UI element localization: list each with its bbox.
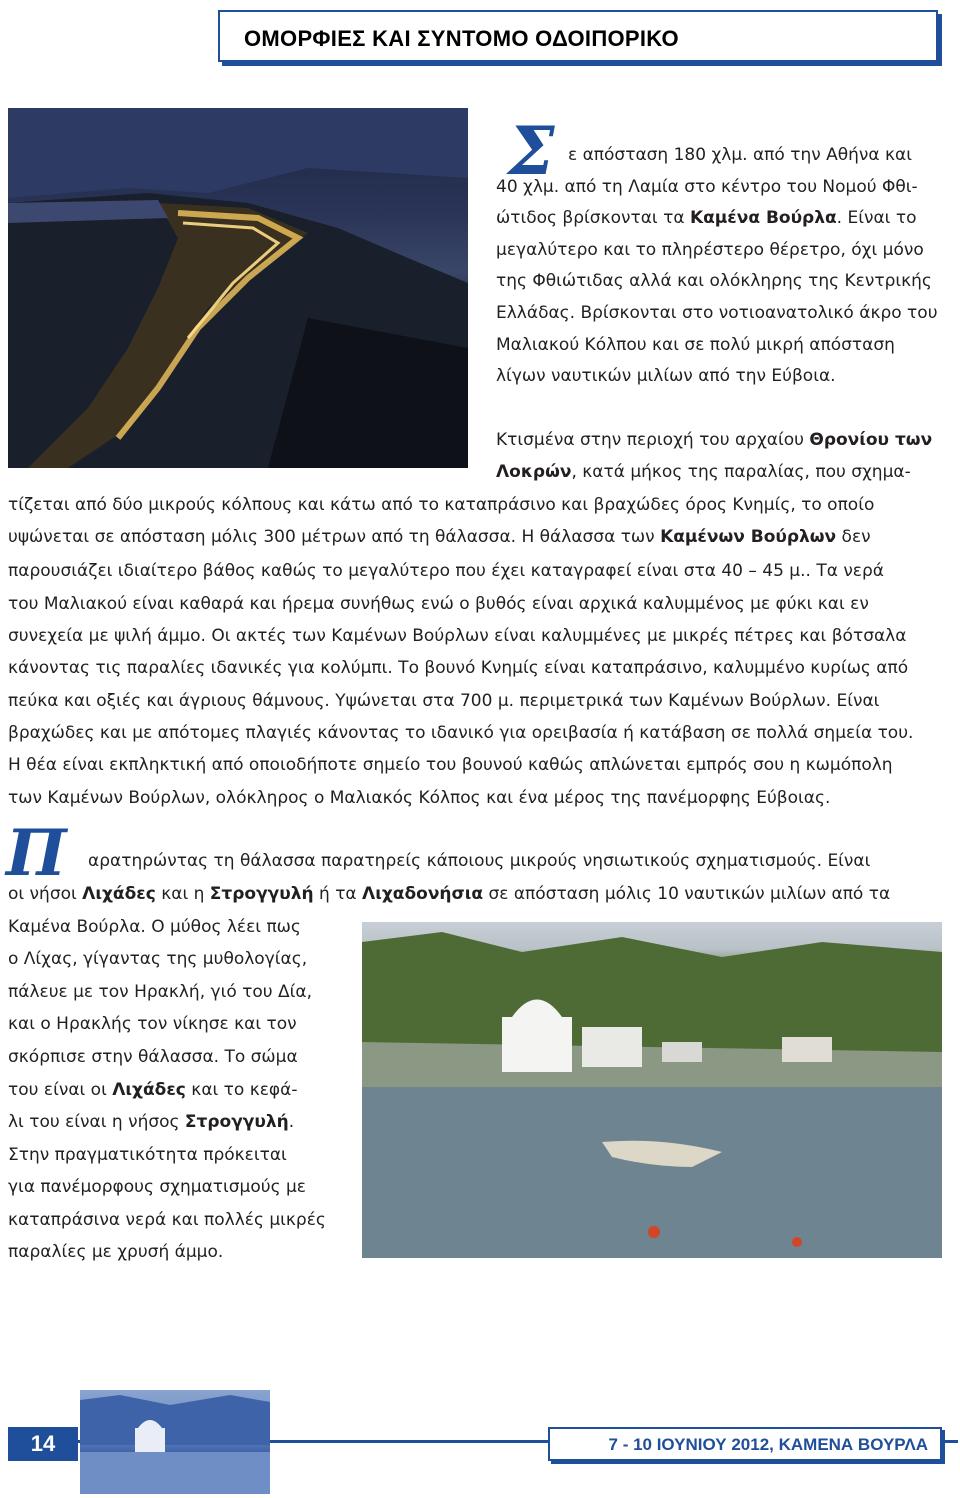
para2-line-11: Η θέα είναι εκπληκτική από οποιοδήποτε σημείο του βουνού καθώς απλώνεται εμπρός σου η κωμόπολη xyxy=(8,755,893,775)
para2-line-1 xyxy=(496,425,932,457)
para2-line-4 xyxy=(8,522,871,554)
para3-text-b3: και η xyxy=(155,884,210,904)
dropcap-sigma: Σ xyxy=(508,112,555,190)
para3-text-h3: και το κεφά- xyxy=(185,1080,298,1100)
event-label: 7 - 10 ΙΟΥΝΙΟΥ 2012, ΚΑΜΕΝΑ ΒΟΥΡΛΑ xyxy=(608,1435,928,1454)
intro-line-2: 40 χλμ. από τη Λαμία στο κέντρο του Νομού Φθι- xyxy=(496,177,918,197)
para2-line-10: βραχώδες και με απότομες πλαγιές κάνοντας το ιδανικό για ορειβασία ή κατάβαση σε πολλά σημεία του. xyxy=(8,723,914,743)
para3-line-8 xyxy=(8,1075,297,1107)
church-lake-photo xyxy=(362,922,942,1258)
event-box xyxy=(548,1427,942,1461)
para3-bold-lichadonisia: Λιχαδονήσια xyxy=(362,884,484,904)
intro-line-3 xyxy=(496,203,916,235)
page-number: 14 xyxy=(8,1427,78,1461)
para3-line-6: και ο Ηρακλής τον νίκησε και τον xyxy=(8,1014,297,1034)
para3-line-2 xyxy=(8,879,890,911)
intro-line-4: μεγαλύτερο και το πληρέστερο θέρετρο, όχι μόνο xyxy=(496,240,924,260)
dropcap-pi: Π xyxy=(6,816,67,891)
para3-bold-lichades: Λιχάδες xyxy=(82,884,156,904)
night-town-photo xyxy=(8,108,468,468)
para3-bold-lichades-2: Λιχάδες xyxy=(112,1080,186,1100)
para3-line-1: αρατηρώντας τη θάλασσα παρατηρείς κάποιους μικρούς νησιωτικούς σχηματισμούς. Είναι xyxy=(88,851,871,871)
para3-line-13: παραλίες με χρυσή άμμο. xyxy=(8,1242,224,1262)
para2-line-7: συνεχεία με ψιλή άμμο. Οι ακτές των Καμένων Βούρλων είναι καλυμμένες με μικρές πέτρες και βότσαλα xyxy=(8,626,907,646)
para3-text-b7: σε απόσταση μόλις 10 ναυτικών μιλίων από τα xyxy=(483,884,891,904)
para3-text-i3: . xyxy=(288,1112,295,1132)
para3-line-4: ο Λίχας, γίγαντας της μυθολογίας, xyxy=(8,949,308,969)
para2-line-2 xyxy=(496,457,911,489)
para2-bold-thronion: Θρονίου των xyxy=(809,430,933,450)
intro-line-6: Ελλάδας. Βρίσκονται στο νοτιοανατολικό άκρο του xyxy=(496,303,938,323)
para3-text-h1: του είναι οι xyxy=(8,1080,113,1100)
intro-line-7: Μαλιακού Κόλπου και σε πολύ μικρή απόσταση xyxy=(496,335,895,355)
para3-text-b1: οι νήσοι xyxy=(8,884,83,904)
para3-line-9 xyxy=(8,1107,294,1139)
para3-bold-strongyli: Στρογγυλή xyxy=(209,884,314,904)
para2-text-h: δεν xyxy=(836,527,871,547)
para3-line-11: για πανέμορφους σχηματισμούς με xyxy=(8,1177,306,1197)
para3-line-5: πάλευε με τον Ηρακλή, γιό του Δία, xyxy=(8,982,312,1002)
para2-line-9: πεύκα και οξιές και άγριους θάμνους. Υψώνεται στα 700 μ. περιμετρικά των Καμένων Βούρλων. Είναι xyxy=(8,691,880,711)
para3-bold-strongyli-2: Στρογγυλή xyxy=(184,1112,289,1132)
intro-kamena-vourla: Καμένα Βούρλα xyxy=(689,208,837,228)
para3-text-b5: ή τα xyxy=(313,884,363,904)
para2-text-f: υψώνεται σε απόσταση μόλις 300 μέτρων από τη θάλασσα. Η θάλασσα των xyxy=(8,527,661,547)
para2-bold-kamenon: Καμένων Βούρλων xyxy=(660,527,837,547)
intro-line-5: της Φθιώτιδας αλλά και ολόκληρης της Κεντρικής xyxy=(496,271,932,291)
header-box xyxy=(218,10,938,62)
para3-line-12: καταπράσινα νερά και πολλές μικρές xyxy=(8,1210,326,1230)
intro-line-1: ε απόσταση 180 χλμ. από την Αθήνα και xyxy=(568,145,913,165)
intro-line-3-text: ώτιδος βρίσκονται τα xyxy=(496,208,690,228)
para3-line-10: Στην πραγματικότητα πρόκειται xyxy=(8,1145,287,1165)
para2-line-5: παρουσιάζει ιδιαίτερο βάθος καθώς το μεγαλύτερο που έχει καταγραφεί είναι στα 40 – 45 μ.. Τα νερά xyxy=(8,561,884,581)
footer-thumbnail-photo xyxy=(80,1390,270,1494)
para2-line-8: κάνοντας τις παραλίες ιδανικές για κολύμπι. Το βουνό Κνημίς είναι καταπράσινο, καλυμμένο κυρίως από xyxy=(8,658,909,678)
night-town-illustration xyxy=(8,108,468,468)
para3-line-7: σκόρπισε στην θάλασσα. Το σώμα xyxy=(8,1047,298,1067)
church-lake-illustration xyxy=(362,922,942,1258)
para2-text-d: , κατά μήκος της παραλίας, που σχημα- xyxy=(571,462,911,482)
page-title: ΟΜΟΡΦΙΕΣ ΚΑΙ ΣΥΝΤΟΜΟ ΟΔΟΙΠΟΡΙΚΟ xyxy=(244,26,679,51)
para2-line-6: του Μαλιακού είναι καθαρά και ήρεμα συνήθως ενώ ο βυθός είναι αρχικά καλυμμένος με φύκι και εν xyxy=(8,594,869,614)
intro-line-8: λίγων ναυτικών μιλίων από την Εύβοια. xyxy=(496,366,836,386)
para2-line-3: τίζεται από δύο μικρούς κόλπους και κάτω από το καταπράσινο και βραχώδες όρος Κνημίς, το οποίο xyxy=(8,495,875,515)
intro-line-3-end: . Είναι το xyxy=(836,208,917,228)
para3-text-i1: λι του είναι η νήσος xyxy=(8,1112,185,1132)
para2-bold-lokron: Λοκρών xyxy=(496,462,572,482)
footer-thumbnail-illustration xyxy=(80,1390,270,1494)
para2-line-12: των Καμένων Βούρλων, ολόκληρος ο Μαλιακός Κόλπος και ένα μέρος της πανέμορφης Εύβοιας. xyxy=(8,788,831,808)
para2-text-a: Κτισμένα στην περιοχή του αρχαίου xyxy=(496,430,810,450)
para3-line-3: Καμένα Βούρλα. Ο μύθος λέει πως xyxy=(8,917,301,937)
